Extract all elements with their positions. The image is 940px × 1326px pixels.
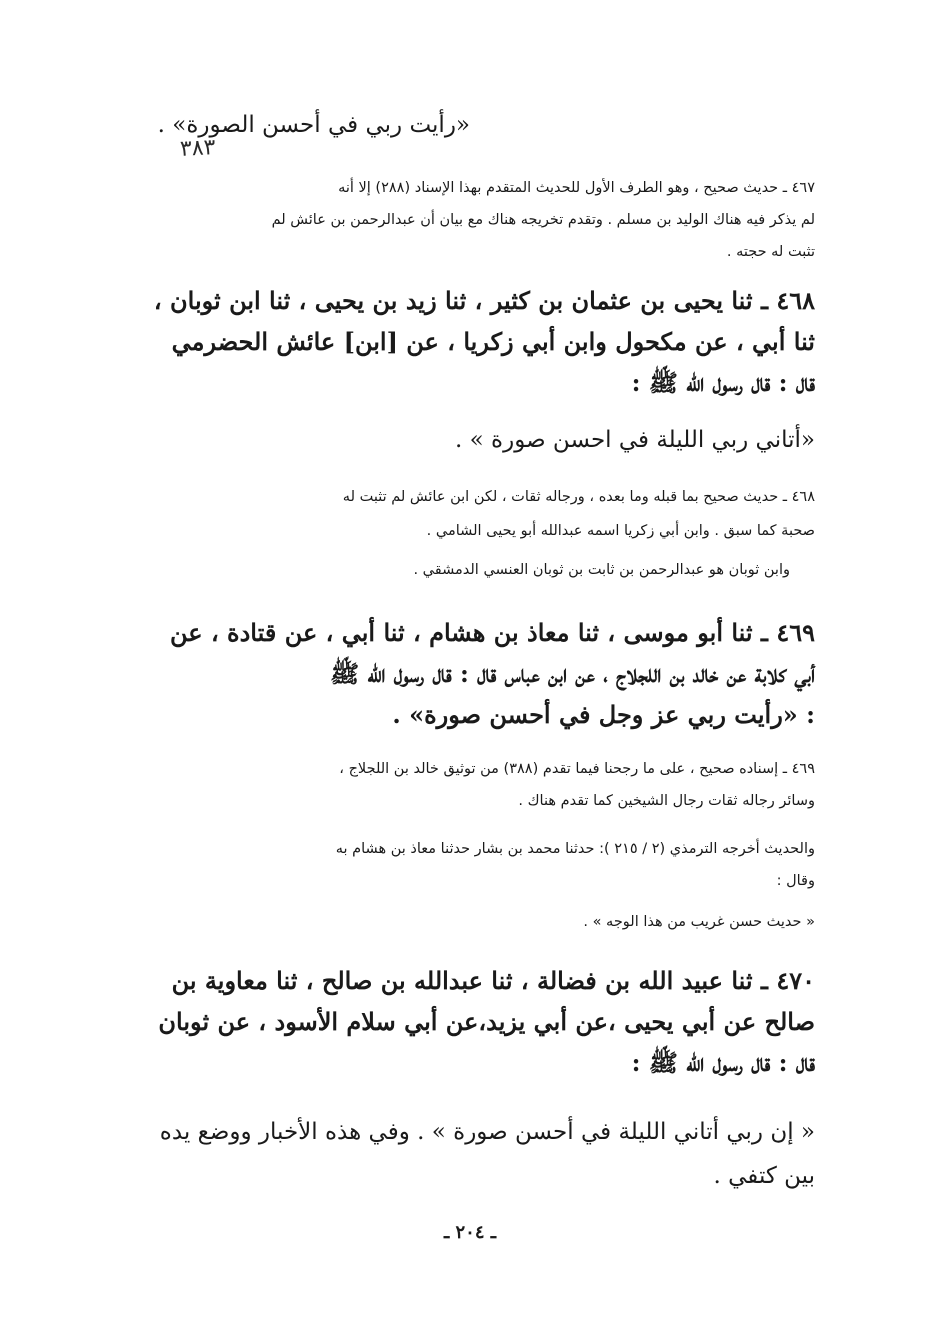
hadith-line: قال : قال رسول الله ﷺ : xyxy=(631,368,815,397)
hadith-469 xyxy=(170,612,815,735)
page-number: ـ ٢٠٤ ـ xyxy=(443,1222,497,1243)
hadith-line: أبي كلابة عن خالد بن اللجلاج ، عن ابن عباس قال : قال رسول الله ﷺ xyxy=(330,659,815,688)
hadith-470 xyxy=(158,960,815,1083)
note-line: صحبة كما سبق . وابن أبي زكريا اسمه عبدالله أبو يحيى الشامي . xyxy=(426,523,815,539)
hadith-line: : «رأيت ربي عز وجل في أحسن صورة» . xyxy=(392,700,815,729)
hadith-line: ثنا أبي ، عن مكحول وابن أبي زكريا ، عن [ابن] عائش الحضرمي xyxy=(171,327,815,356)
note-line: تثبت له حجته . xyxy=(726,244,815,260)
quote-top xyxy=(158,112,470,138)
hadith-line: قال : قال رسول الله ﷺ : xyxy=(631,1048,815,1077)
note-line: وابن ثوبان هو عبدالرحمن بن ثابت بن ثوبان العنسي الدمشقي . xyxy=(413,562,790,578)
quote-470 xyxy=(160,1110,815,1198)
hadith-line: ٤٦٩ ـ ثنا أبو موسى ، ثنا معاذ بن هشام ، ثنا أبي ، عن قتادة ، عن xyxy=(170,618,815,647)
note-line: ٤٦٧ ـ حديث صحيح ، وهو الطرف الأول للحديث المتقدم بهذا الإسناد (٢٨٨) إلا أنه xyxy=(338,180,815,196)
footnote-467 xyxy=(272,172,815,268)
hadith-line: صالح عن أبي يحيى ،عن أبي يزيد،عن أبي سلام الأسود ، عن ثوبان xyxy=(158,1007,815,1036)
note-line: لم يذكر فيه هناك الوليد بن مسلم . وتقدم تخريجه هناك مع بيان أن عبدالرحمن بن عائش لم xyxy=(271,212,815,228)
hadith-line: ٤٧٠ ـ ثنا عبيد الله بن فضالة ، ثنا عبدالله بن صالح ، ثنا معاوية بن xyxy=(171,966,815,995)
quote-line: « إن ربي أتاني الليلة في أحسن صورة » . وفي هذه الأخبار ووضع يده xyxy=(159,1119,815,1145)
hadith-line: ٤٦٨ ـ ثنا يحيى بن عثمان بن كثير ، ثنا زيد بن يحيى ، ثنا ابن ثوبان ، xyxy=(153,286,815,315)
quote-468 xyxy=(455,427,815,453)
footnote-468-continued xyxy=(413,562,790,578)
note-line: « حديث حسن غريب من هذا الوجه » . xyxy=(583,914,815,930)
note-line: ٤٦٨ ـ حديث صحيح بما قبله وما بعده ، ورجاله ثقات ، لكن ابن عائش لم تثبت له xyxy=(342,489,815,505)
quote-line: «أتاني ربي الليلة في احسن صورة » . xyxy=(455,427,815,453)
note-line: وسائر رجاله ثقات رجال الشيخين كما تقدم هناك . xyxy=(518,793,815,809)
handwritten-margin-note: ٣٨٣ xyxy=(179,135,217,162)
note-line: وقال : xyxy=(776,873,815,889)
note-line: والحديث أخرجه الترمذي (٢ / ٢١٥ ): حدثنا محمد بن بشار حدثنا معاذ بن هشام به xyxy=(335,841,815,857)
footnote-469 xyxy=(339,753,815,817)
quote-line: بين كتفي . xyxy=(713,1163,815,1189)
footnote-469-takhrij xyxy=(336,833,815,897)
quote-line: «رأيت ربي في أحسن الصورة» . xyxy=(157,112,470,138)
hadith-468 xyxy=(154,280,815,403)
footnote-469-quote xyxy=(583,914,815,930)
footnote-468 xyxy=(343,480,815,548)
note-line: ٤٦٩ ـ إسناده صحيح ، على ما رجحنا فيما تقدم (٣٨٨) من توثيق خالد بن اللجلاج ، xyxy=(339,761,815,777)
